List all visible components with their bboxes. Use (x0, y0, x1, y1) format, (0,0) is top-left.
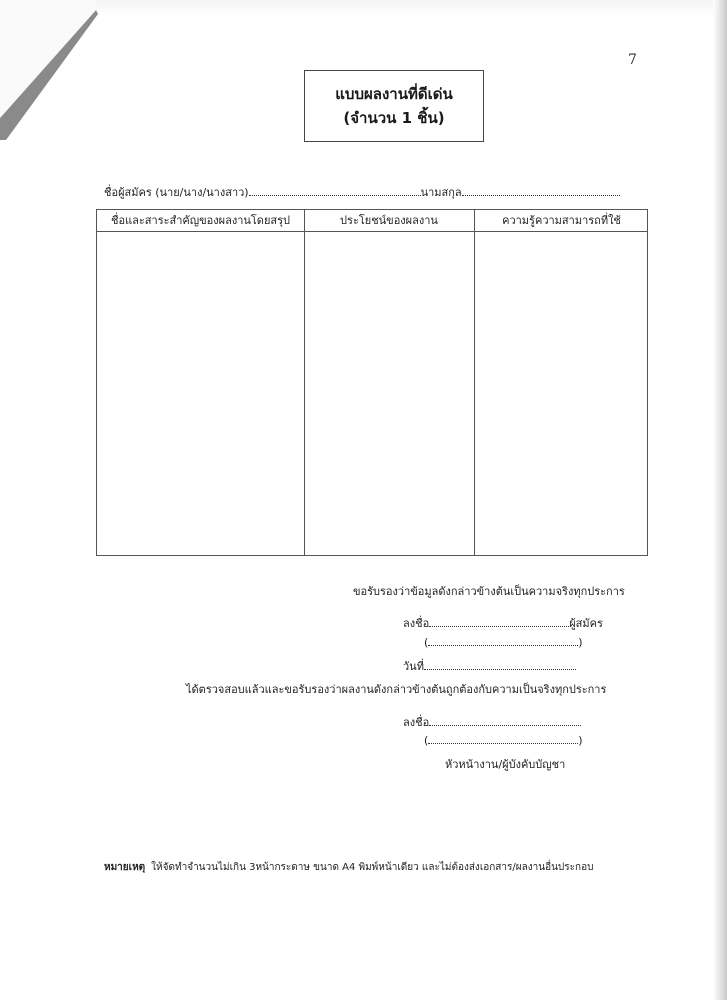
supervisor-printed-name-field[interactable] (428, 733, 578, 744)
applicant-printed-name-field[interactable] (428, 635, 578, 646)
applicant-signature-row (403, 614, 603, 632)
column-header-summary: ชื่อและสาระสำคัญของผลงานโดยสรุป (111, 214, 290, 227)
supervisor-signature-row (403, 713, 581, 731)
supervisor-signature-field[interactable] (429, 715, 581, 726)
scan-right-shadow (713, 0, 727, 1000)
form-subtitle: (จำนวน 1 ชิ้น) (343, 109, 445, 127)
certification-statement: ขอรับรองว่าข้อมูลดังกล่าวข้างต้นเป็นความจริงทุกประการ (353, 585, 625, 598)
supervisor-role-label: หัวหน้างาน/ผู้บังคับบัญชา (445, 758, 566, 771)
footnote (104, 860, 593, 875)
form-title: แบบผลงานที่ดีเด่น (335, 85, 453, 103)
column-divider (304, 210, 305, 555)
applicant-surname-field[interactable] (462, 185, 620, 196)
date-row (403, 657, 576, 675)
supervisor-statement: ได้ตรวจสอบแล้วและขอรับรองว่าผลงานดังกล่าวข้างต้นถูกต้องกับความเป็นจริงทุกประการ (186, 683, 607, 696)
date-field[interactable] (424, 659, 576, 670)
close-paren: ) (578, 734, 583, 747)
applicant-name-label: ชื่อผู้สมัคร (นาย/นาง/นางสาว) (104, 186, 249, 199)
applicant-role-label: ผู้สมัคร (569, 617, 603, 630)
date-label: วันที่ (403, 660, 424, 673)
applicant-name-field[interactable] (249, 185, 421, 196)
footnote-text: ให้จัดทำจำนวนไม่เกิน 3หน้ากระดาษ ขนาด A4 พิมพ์หน้าเดียว และไม่ต้องส่งเอกสาร/ผลงานอื่นประกอบ (151, 862, 594, 873)
achievement-table (96, 209, 648, 556)
form-title-box (304, 70, 484, 142)
supervisor-printed-name-row (424, 733, 583, 747)
close-paren: ) (578, 636, 583, 649)
footnote-label: หมายเหตุ (104, 862, 146, 873)
folded-corner-icon (0, 0, 100, 140)
column-divider (474, 210, 475, 555)
table-header-row (97, 210, 647, 232)
scan-top-shadow (0, 0, 727, 16)
open-paren: ( (424, 734, 429, 747)
applicant-sign-label: ลงชื่อ (403, 617, 430, 630)
applicant-surname-label: นามสกุล (420, 186, 462, 199)
applicant-printed-name-row (424, 635, 583, 649)
open-paren: ( (424, 636, 429, 649)
applicant-name-row (104, 183, 620, 201)
column-header-benefit: ประโยชน์ของผลงาน (340, 214, 438, 227)
page-number: 7 (628, 52, 637, 68)
applicant-signature-field[interactable] (429, 616, 569, 627)
supervisor-sign-label: ลงชื่อ (403, 716, 430, 729)
column-header-skills: ความรู้ความสามารถที่ใช้ (502, 214, 621, 227)
